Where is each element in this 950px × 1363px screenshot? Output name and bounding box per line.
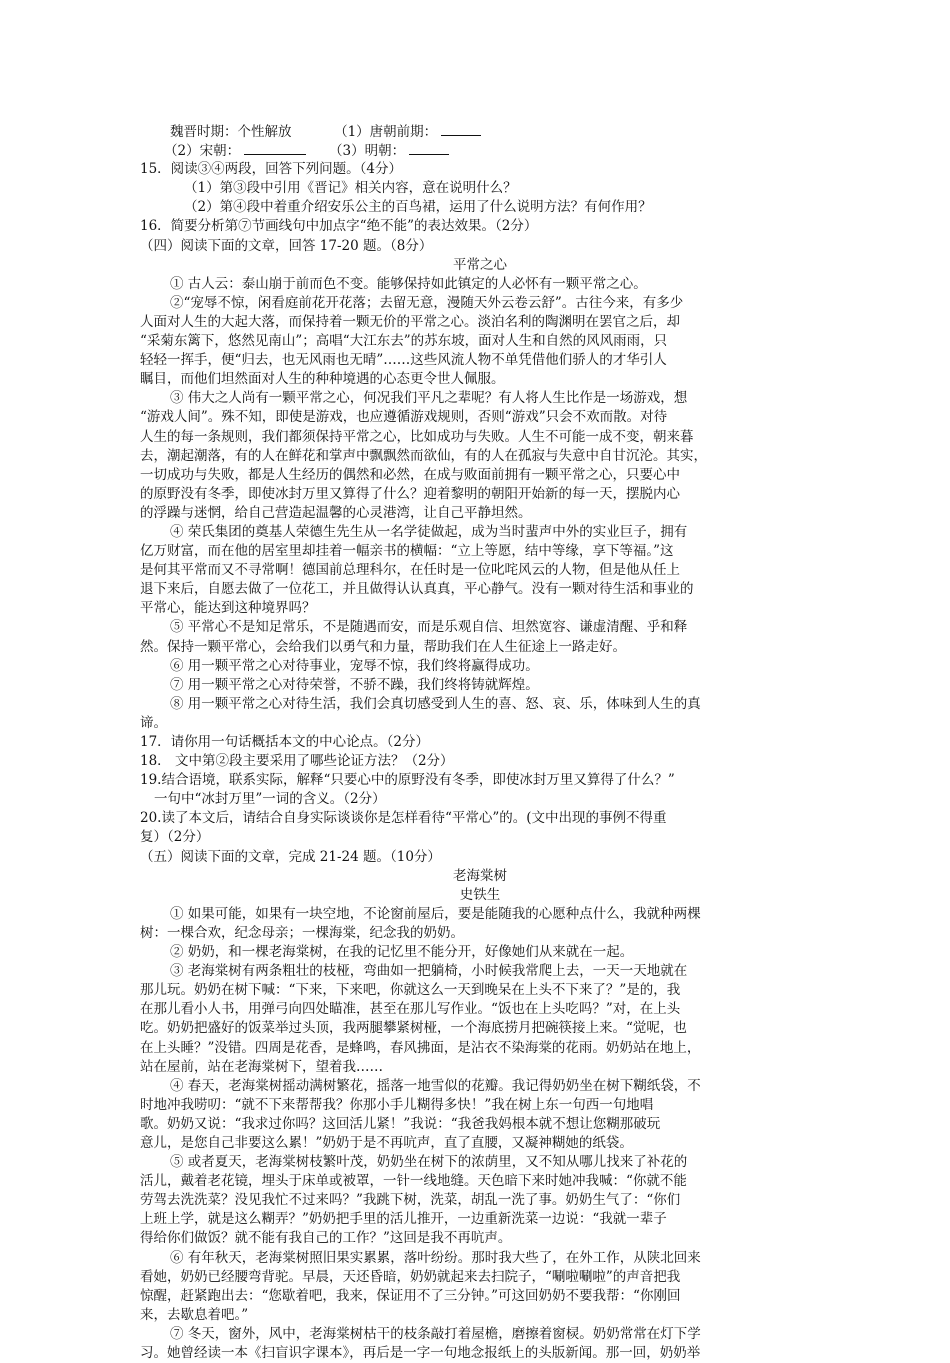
s4-line: “游戏人间”。殊不知，即使是游戏，也应遵循游戏规则，否则“游戏”只会不欢而散。对待 bbox=[140, 409, 668, 426]
s5-line: 惊醒，赶紧跑出去：“您歇着吧，我来，保证用不了三分钟。”可这回奶奶不要我帮：“你刚回 bbox=[140, 1287, 681, 1304]
s4-line: ⑧ 用一颗平常之心对待生活，我们会真切感受到人生的喜、怒、哀、乐，体味到人生的真 bbox=[170, 695, 701, 712]
question-17: 17．请你用一句话概括本文的中心论点。（2分） bbox=[140, 734, 430, 750]
answer-ming-label: （3）明朝： bbox=[328, 143, 406, 160]
s5-line: 活儿，戴着老花镜，埋头于床单或被罩，一针一线地缝。天色暗下来时她冲我喊：“你就不能 bbox=[140, 1173, 687, 1190]
question-20-cont: 复）（2分） bbox=[140, 829, 210, 846]
s5-line: ③ 老海棠树有两条粗壮的枝桠，弯曲如一把躺椅，小时候我常爬上去，一天一天地就在 bbox=[170, 963, 688, 980]
answer-song-label: （2）宋朝： bbox=[164, 143, 241, 160]
section-4-title: 平常之心 bbox=[453, 256, 507, 273]
question-15-sub-2: （2）第④段中着重介绍安乐公主的百鸟裙，运用了什么说明方法？有何作用？ bbox=[184, 199, 652, 216]
s5-line: 树：一棵合欢，纪念母亲；一棵海棠，纪念我的奶奶。 bbox=[140, 924, 464, 941]
s4-line: ⑤ 平常心不是知足常乐，不是随遇而安，而是乐观自信、坦然宽容、谦虚清醒、乎和释 bbox=[170, 619, 688, 636]
question-16: 16．简要分析第⑦节画线句中加点字“绝不能”的表达效果。（2分） bbox=[140, 218, 538, 235]
s5-line: ⑦ 冬天，窗外，风中，老海棠树枯干的枝条敲打着屋檐，磨擦着窗棂。奶奶常常在灯下学 bbox=[170, 1325, 701, 1342]
answer-blank-ming[interactable] bbox=[409, 141, 449, 155]
s5-line: 时地冲我唠叨：“就不下来帮帮我？你那小手儿糊得多快！”我在树上东一句西一句地唱 bbox=[140, 1096, 654, 1113]
section-4-header: （四）阅读下面的文章，回答 17-20 题。（8分） bbox=[140, 237, 433, 254]
s4-line: 是何其平常而又不寻常啊！德国前总理科尔，在任时是一位叱咤风云的人物，但是他从任上 bbox=[140, 562, 680, 579]
question-15: 15．阅读③④两段，回答下列问题。（4分） bbox=[140, 161, 403, 178]
s5-line: 吃。奶奶把盛好的饭菜举过头顶，我两腿攀紧树桠，一个海底捞月把碗筷接上来。“觉呢，也 bbox=[140, 1020, 687, 1037]
s4-line: ⑦ 用一颗平常之心对待荣誉，不骄不躁，我们终将铸就辉煌。 bbox=[170, 676, 539, 693]
section-5-author: 史铁生 bbox=[459, 886, 501, 903]
s4-line: 然。保持一颗平常心，会给我们以勇气和力量，帮助我们在人生征途上一路走好。 bbox=[140, 638, 626, 655]
answer-blank-tang[interactable] bbox=[441, 122, 481, 136]
s4-line: 的原野没有冬季，即使冰封万里又算得了什么？迎着黎明的朝阳开始新的每一天，摆脱内心 bbox=[140, 485, 680, 502]
question-19: 19.结合语境，联系实际，解释“只要心中的原野没有冬季，即使冰封万里又算得了什么？” bbox=[140, 772, 675, 789]
s5-line: 看她，奶奶已经腰弯背驼。早晨，天还昏暗，奶奶就起来去扫院子，“唰啦唰啦”的声音把我 bbox=[140, 1268, 681, 1285]
section-5-title: 老海棠树 bbox=[453, 867, 507, 884]
answer-line-1 bbox=[140, 122, 820, 141]
section-5-header: （五）阅读下面的文章，完成 21-24 题。（10分） bbox=[140, 848, 441, 865]
question-19-cont: 一句中“冰封万里”一词的含义。（2分） bbox=[154, 791, 386, 808]
s5-line: 站在屋前，站在老海棠树下，望着我…… bbox=[140, 1058, 383, 1075]
question-15-sub-1: （1）第③段中引用《晋记》相关内容，意在说明什么？ bbox=[184, 180, 517, 197]
s4-line: 平常心，能达到这种境界吗？ bbox=[140, 600, 316, 617]
s5-line: ⑥ 有年秋天，老海棠树照旧果实累累，落叶纷纷。那时我大些了，在外工作，从陕北回来 bbox=[170, 1249, 701, 1266]
s5-line: 得给你们做饭？就不能有我自己的工作？”这回是我不再吭声。 bbox=[140, 1230, 512, 1247]
s4-line: ③ 伟大之人尚有一颗平常之心，何况我们平凡之辈呢？有人将人生比作是一场游戏，想 bbox=[170, 390, 688, 407]
s4-line: ④ 荣氏集团的奠基人荣德生先生从一名学徒做起，成为当时蜚声中外的实业巨子，拥有 bbox=[170, 523, 688, 540]
document-page bbox=[140, 122, 820, 1363]
s5-line: 来，去歇息着吧。” bbox=[140, 1306, 249, 1323]
s5-line: 意儿，是您自己非要这么累！”奶奶于是不再吭声，直了直腰，又凝神糊她的纸袋。 bbox=[140, 1134, 633, 1151]
s4-line: 一切成功与失败，都是人生经历的偶然和必然，在成与败面前拥有一颗平常之心，只要心中 bbox=[140, 466, 680, 483]
s4-line: ②“宠辱不惊，闲看庭前花开花落；去留无意，漫随天外云卷云舒”。古往今来，有多少 bbox=[170, 294, 684, 311]
s4-line: 瞩目，而他们坦然面对人生的种种境遇的心态更令世人佩服。 bbox=[140, 371, 505, 388]
answer-tang-label: （1）唐朝前期： bbox=[334, 124, 438, 140]
s5-line: 劳驾去洗洗菜？没见我忙不过来吗？”我跳下树，洗菜，胡乱一洗了事。奶奶生气了：“你们 bbox=[140, 1192, 681, 1209]
s5-line: 那儿玩。奶奶在树下喊：“下来，下来吧，你就这么一天到晚呆在上头不下来了？”是的，我 bbox=[140, 982, 681, 999]
s5-line: 习。她曾经读一本《扫盲识字课本》，再后是一字一句地念报纸上的头版新闻。那一回，奶奶举 bbox=[140, 1345, 701, 1361]
answer-blank-song[interactable] bbox=[244, 141, 306, 155]
s4-line: ⑥ 用一颗平常之心对待事业，宠辱不惊，我们终将赢得成功。 bbox=[170, 657, 539, 674]
s4-line: 人生的每一条规则，我们都须保持平常之心，比如成功与失败。人生不可能一成不变，朝来暮 bbox=[140, 428, 694, 445]
s5-line: ④ 春天，老海棠树摇动满树繁花，摇落一地雪似的花瓣。我记得奶奶坐在树下糊纸袋，不 bbox=[170, 1077, 701, 1094]
s4-line: ① 古人云：泰山崩于前而色不变。能够保持如此镇定的人必怀有一颗平常之心。 bbox=[170, 275, 647, 292]
question-18: 18． 文中第②段主要采用了哪些论证方法？（2分） bbox=[140, 753, 454, 770]
s5-line: ① 如果可能，如果有一块空地，不论窗前屋后，要是能随我的心愿种点什么，我就种两棵 bbox=[170, 905, 701, 922]
s5-line: ② 奶奶，和一棵老海棠树，在我的记忆里不能分开，好像她们从来就在一起。 bbox=[170, 944, 634, 961]
s4-line: 轻轻一挥手，便“归去，也无风雨也无晴”……这些风流人物不单凭借他们骄人的才华引人 bbox=[140, 352, 667, 369]
s5-line: 歌。奶奶又说：“我求过你吗？这回活儿紧！”我说：“我爸我妈根本就不想让您糊那破玩 bbox=[140, 1115, 661, 1132]
s4-line: 去，潮起潮落，有的人在鲜花和掌声中飘飘然而欲仙，有的人在孤寂与失意中自甘沉沦。其实， bbox=[140, 447, 707, 464]
s4-line: “采菊东篱下，悠然见南山”；高唱“大江东去”的苏东坡，面对人生和自然的风风雨雨，只 bbox=[140, 333, 668, 350]
s4-line: 的浮躁与迷惘，给自己营造起温馨的心灵港湾，让自己平静坦然。 bbox=[140, 504, 532, 521]
s4-line: 退下来后，自愿去做了一位花工，并且做得认认真真，平心静气。没有一颗对待生活和事业的 bbox=[140, 581, 694, 598]
question-20: 20.读了本文后，请结合自身实际谈谈你是怎样看待“平常心”的。(文中出现的事例不得重 bbox=[140, 810, 667, 827]
s5-line: ⑤ 或者夏天，老海棠树枝繁叶茂，奶奶坐在树下的浓荫里，又不知从哪儿找来了补花的 bbox=[170, 1154, 688, 1171]
s5-line: 在上头睡？”没错。四周是花香，是蜂鸣，春风拂面，是沾衣不染海棠的花雨。奶奶站在地上， bbox=[140, 1039, 701, 1056]
s4-line: 亿万财富，而在他的居室里却挂着一幅亲书的横幅：“立上等愿，结中等缘，享下等福。”这 bbox=[140, 543, 674, 560]
s5-line: 上班上学，就是这么糊弄？”奶奶把手里的活儿推开，一边重新洗菜一边说：“我就一辈子 bbox=[140, 1211, 667, 1228]
s4-line: 谛。 bbox=[140, 714, 167, 731]
answer-line-2 bbox=[140, 141, 820, 160]
s4-line: 人面对人生的大起大落，而保持着一颗无价的平常之心。淡泊名利的陶渊明在罢官之后，却 bbox=[140, 313, 680, 330]
s5-line: 在那儿看小人书，用弹弓向四处瞄准，甚至在那儿写作业。“饭也在上头吃吗？”对，在上头 bbox=[140, 1001, 681, 1018]
answer-weijin: 魏晋时期：个性解放 bbox=[170, 124, 292, 140]
